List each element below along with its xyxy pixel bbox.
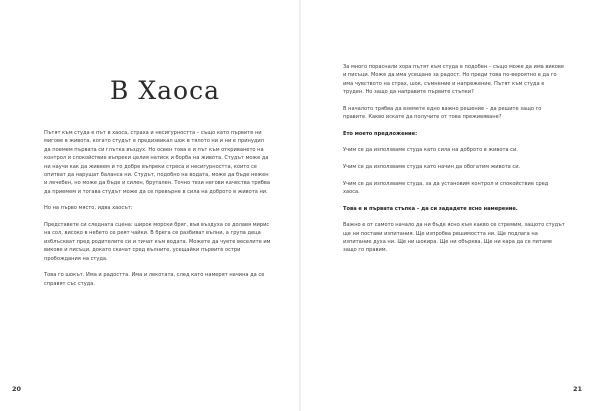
- right-paragraph-8: Важно е от самото начало да ни бъде ясно към какво се стремим, защото студът ще ни постави изпитания. Ще изпробва решимостта ни. Ще подлага на изпитание духа ни. Ще ни шокира. Ще ни обърква. Ще ни кара да се питаме защо го правим.: [343, 222, 565, 254]
- right-paragraph-3: Ето моето предложение:: [343, 130, 418, 137]
- right-paragraph-5: Учим се да използваме студа като начин да обогатим живота си.: [343, 164, 521, 170]
- right-paragraph-7: Това е и първата стъпка – да си зададете ясно намерение.: [343, 205, 518, 212]
- left-paragraph-1: Пътят към студа е път в хаоса, страха и несигурността – също като първите ни мигове в живота, когато студът е предизвикал шок в тялото ни и ни е принудил да поемем първата си глътка въздух. Но освен това е и път към откриването на контрол и спокойствие въпреки целия натиск и борба на живота. Студът може да ни научи как да живеем и то добре въпреки стреса и несигурността, които се опитват да нарушат баланса ни. Студът, подобно на водата, може да бъде нежен и лечебен, но може да бъде и силен, брутален. Точно тези негови качества трябва да приемем и тогава студът може да се превърне в сила на доброто в живота ни.: [44, 130, 270, 195]
- left-paragraph-4: Това го шокът. Има и радостта. Има и лекотата, след като намерят начина да се справят със студа.: [44, 272, 265, 287]
- left-paragraph-2: Но на първо място, идва хаосът:: [44, 205, 133, 212]
- left-page-body: [44, 129, 272, 296]
- right-page-number: 21: [573, 385, 583, 393]
- right-paragraph-6: Учим се да използваме студа, за да установим контрол и спокойствие сред хаоса.: [343, 180, 549, 195]
- right-paragraph-2: В началото трябва да вземете едно важно решение – да решите защо го правите. Какво искате да получите от това преживяване?: [343, 105, 542, 121]
- right-paragraph-4: Учим се да използваме студа като сила на доброто в живота си.: [343, 147, 518, 154]
- left-paragraph-3: Представете си следната сцена: широк морски бряг, във въздуха се долавя мирис на сол, високо в небето се реят чайки. В брега се разбиват вълни, а група деца изблъскват пред родителите си и тичат към водата. Можете да чуете веселите им викове и писъци, докато скачат сред вълните, усещайки първите остри пробождания на студа.: [44, 222, 271, 262]
- page-gutter: [299, 0, 301, 411]
- left-page-number: 20: [12, 385, 22, 393]
- chapter-title: В Хаоса: [110, 76, 220, 105]
- right-page-body: [343, 63, 565, 263]
- right-paragraph-1: За много пораснали хора пътят към студа е подобен – също може да има викове и писъци. Може да има усещане за радост. Но преди това по-вероятно е да го има чувството на страх, шок, съмнение и напрежение. Пътят към студа е труден. Но защо да направите първите стъпки?: [343, 64, 565, 96]
